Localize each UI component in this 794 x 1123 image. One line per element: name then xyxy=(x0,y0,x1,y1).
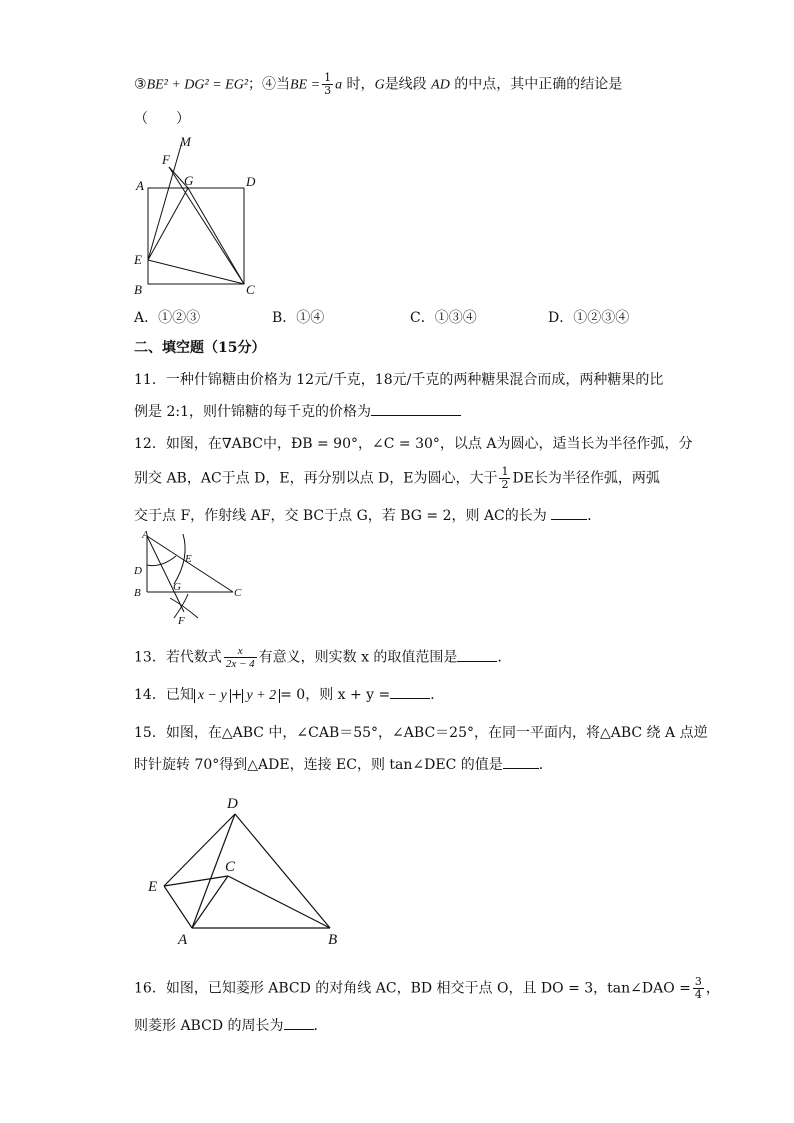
q12-end: ． xyxy=(587,508,602,524)
label-c: C xyxy=(225,859,236,875)
option-a[interactable]: A．①②③ xyxy=(134,310,201,326)
label-g: G xyxy=(173,581,181,593)
q14-mid: = 0，则 x + y = xyxy=(280,687,391,703)
q16-line2-text: 则菱形 ABCD 的周长为 xyxy=(134,1018,284,1034)
label-d: D xyxy=(227,796,238,812)
label-e: E xyxy=(185,553,192,565)
q16-line2 xyxy=(134,1015,328,1035)
circled-3: ③ xyxy=(134,76,147,93)
q15-figure xyxy=(140,790,360,950)
separator: ； xyxy=(248,76,263,93)
label-f: F xyxy=(178,615,185,627)
label-f: F xyxy=(162,152,170,167)
q15-answer-blank[interactable] xyxy=(503,755,539,769)
fraction-three-quarters: $\frac{3}{4}$ xyxy=(694,975,702,1001)
q13-line xyxy=(134,645,511,670)
q12-line3-text: 交于点 F，作射线 AF，交 BC于点 G，若 BG = 2，则 AC的长为 xyxy=(134,508,547,524)
option-d[interactable]: D．①②③④ xyxy=(548,310,630,326)
segment-ad: AD xyxy=(431,77,450,93)
q16-line1-post: ， xyxy=(705,980,720,997)
q13-answer-blank[interactable] xyxy=(457,648,497,662)
arc-de xyxy=(147,556,176,566)
segment-gc xyxy=(188,188,244,284)
equation-be-dg-eg: BE² + DG² = EG² xyxy=(146,77,249,93)
text-shi: 时， xyxy=(342,76,375,93)
segment-de xyxy=(164,814,235,886)
segment-cb xyxy=(228,876,330,928)
label-d: D xyxy=(246,174,256,189)
q10-condition-line xyxy=(134,72,622,97)
q11-line1: 11．一种什锦糖由价格为 12元/千克，18元/千克的两种糖果混合而成，两种糖果的比 xyxy=(134,372,664,388)
q14-pre: 14．已知 xyxy=(134,687,194,703)
segment-eg xyxy=(148,188,188,260)
label-g: G xyxy=(184,173,194,188)
label-m: M xyxy=(180,134,191,149)
label-e: E xyxy=(148,879,158,895)
variable-a: a xyxy=(335,77,343,93)
segment-ec xyxy=(148,260,244,284)
label-c: C xyxy=(234,587,242,599)
label-b: B xyxy=(328,932,338,948)
label-d: D xyxy=(134,565,142,577)
arc-big xyxy=(174,534,185,584)
abs-y-plus-2: y + 2 xyxy=(242,689,280,703)
q12-figure xyxy=(128,528,253,628)
text-segment: 是线段 xyxy=(384,76,432,93)
q15-line2-text: 时针旋转 70°得到△ADE，连接 EC，则 tan∠DEC 的值是 xyxy=(134,757,503,773)
fraction-x-over-2x-4: $\frac{x}{2x - 4}$ xyxy=(225,645,255,670)
point-g: G xyxy=(374,77,385,93)
segment-ec xyxy=(164,876,228,886)
label-a: A xyxy=(136,178,144,193)
label-c: C xyxy=(246,282,255,297)
q15-line1: 15．如图，在△ABC 中，∠CAB＝55°，∠ABC＝25°，在同一平面内，将△ABC 绕 A 点逆 xyxy=(134,725,708,741)
segment-db xyxy=(235,814,330,928)
section-title: 二、填空题（15分） xyxy=(134,340,266,356)
ray-af xyxy=(147,536,184,612)
equation-be: BE = xyxy=(290,77,321,93)
option-b[interactable]: B．①④ xyxy=(272,310,325,326)
option-c[interactable]: C．①③④ xyxy=(410,310,477,326)
fraction-one-third: $\frac{1}{3}$ xyxy=(324,71,332,97)
label-a: A xyxy=(178,932,188,948)
q12-line3 xyxy=(134,505,601,525)
label-a: A xyxy=(142,529,149,541)
q12-line2-pre: 别交 AB，AC于点 D，E，再分别以点 D，E为圆心，大于 xyxy=(134,470,498,487)
segment-fc xyxy=(169,167,244,284)
label-b: B xyxy=(134,587,141,599)
fraction-one-half: $\frac{1}{2}$ xyxy=(501,465,509,491)
q16-answer-blank[interactable] xyxy=(284,1016,314,1030)
q12-line2-post: DE长为半径作弧，两弧 xyxy=(512,470,660,487)
q14-line xyxy=(134,684,444,704)
q13-post: 有意义，则实数 x 的取值范围是 xyxy=(258,649,458,666)
q15-line2 xyxy=(134,754,553,774)
text-conclusion: 的中点，其中正确的结论是 xyxy=(449,76,623,93)
abs-x-minus-y: x − y xyxy=(194,689,231,703)
q14-answer-blank[interactable] xyxy=(390,685,430,699)
q12-line2 xyxy=(134,466,660,491)
q13-pre: 13．若代数式 xyxy=(134,649,222,666)
label-b: B xyxy=(134,282,142,297)
segment-ca xyxy=(192,876,228,928)
q16-line1-pre: 16．如图，已知菱形 ABCD 的对角线 AC，BD 相交于点 O，且 DO = 3，tan∠DAO = xyxy=(134,980,691,997)
q10-paren: （ ） xyxy=(134,111,190,127)
q15-end: ． xyxy=(538,757,553,773)
q13-end: ． xyxy=(497,649,512,666)
q16-line1 xyxy=(134,976,720,1001)
q12-line1: 12．如图，在∇ABC中，ÐB = 90°，∠C = 30°，以点 A为圆心，适当长为半径作弧，分 xyxy=(134,436,693,452)
q11-answer-blank[interactable] xyxy=(371,402,461,416)
circled-4: ④当 xyxy=(262,76,291,93)
q12-answer-blank[interactable] xyxy=(551,506,587,520)
q16-end: ． xyxy=(313,1018,328,1034)
label-e: E xyxy=(134,252,142,267)
q11-line2 xyxy=(134,401,461,421)
segment-ea xyxy=(164,886,192,928)
q11-line2-text: 例是 2:1，则什锦糖的每千克的价格为 xyxy=(134,404,371,420)
q14-end: ． xyxy=(430,687,445,703)
q10-figure xyxy=(128,132,268,302)
plus-sign: + xyxy=(230,687,243,703)
